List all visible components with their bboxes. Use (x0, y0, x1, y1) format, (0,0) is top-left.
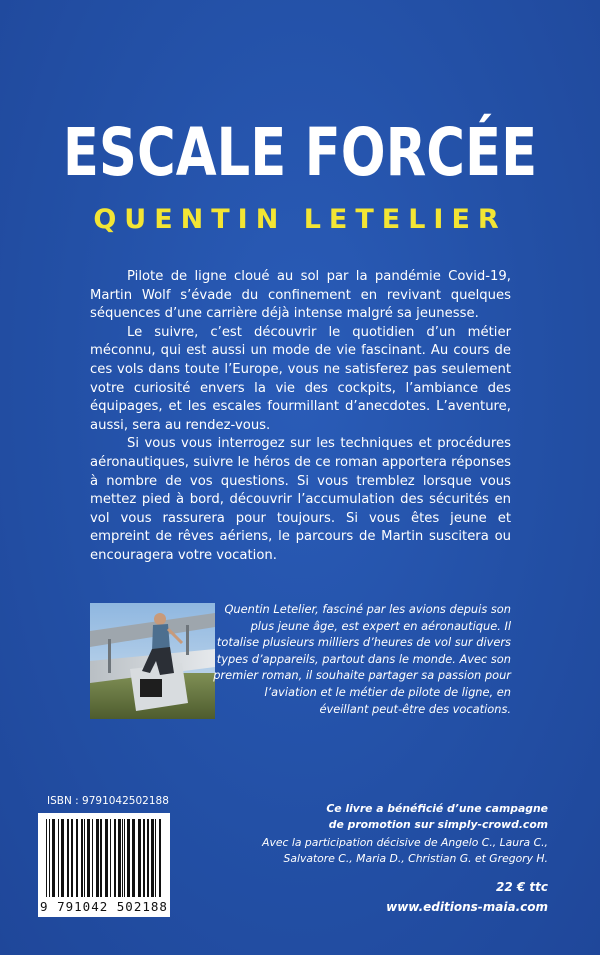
credits (228, 801, 548, 915)
thanks-line-2: Salvatore C., Maria D., Christian G. et Gregory H. (283, 852, 548, 865)
blurb (90, 268, 511, 566)
blurb-paragraph-1: Pilote de ligne cloué au sol par la pandémie Covid-19, Martin Wolf s’évade du confinement en revivant quelques séquences d’une carrière déjà intense malgré sa jeunesse. (90, 269, 511, 322)
author-name: QUENTIN LETELIER (93, 204, 507, 235)
isbn-label: ISBN : 9791042502188 (47, 795, 169, 807)
promo-note (228, 801, 548, 833)
barcode-icon (38, 813, 170, 899)
book-title: ESCALE FORCÉE (62, 114, 538, 191)
blurb-paragraph-2: Le suivre, c’est découvrir le quotidien d’un métier méconnu, qui est aussi un mode de vie fascinant. Au cours de ces vols dans toute l’Europe, vous ne satisferez pas seulement votre curiosité envers la vie des cockpits, l’ambiance des équipages, et les escales fourmillant d’anecdotes. L’aventure, aussi, sera au rendez-vous. (90, 324, 511, 433)
promo-line-2: de promotion sur simply-crowd.com (328, 818, 548, 831)
price: 22 € ttc (496, 880, 548, 894)
author-bio: Quentin Letelier, fasciné par les avions depuis son plus jeune âge, est expert en aéronautique. Il totalise plusieurs milliers d’heures de vol sur divers types d’appareils, partout dans le monde. Avec son premier roman, il souhaite partager sa passion pour l’aviation et le métier de pilote de ligne, en éveillant peut-être des vocations. (213, 602, 511, 716)
publisher-website: www.editions-maia.com (386, 900, 548, 914)
thanks-line-1: Avec la participation décisive de Angelo C., Laura C., (262, 836, 548, 849)
barcode (38, 813, 170, 917)
barcode-digits: 9 791042 502188 (40, 899, 168, 914)
thanks-note (228, 835, 548, 867)
promo-line-1: Ce livre a bénéficié d’une campagne (326, 802, 548, 815)
blurb-paragraph-3: Si vous vous interrogez sur les techniques et procédures aéronautiques, suivre le héros de ce roman apportera réponses à nombre de vos questions. Si vous tremblez lorsque vous mettez pied à bord, découvrir l’accumulation des sécurités en vol vous rassurera pour toujours. Si vous êtes jeune et empreint de rêves aériens, le parcours de Martin suscitera ou encouragera votre vocation. (90, 436, 511, 563)
author-photo (90, 603, 215, 719)
